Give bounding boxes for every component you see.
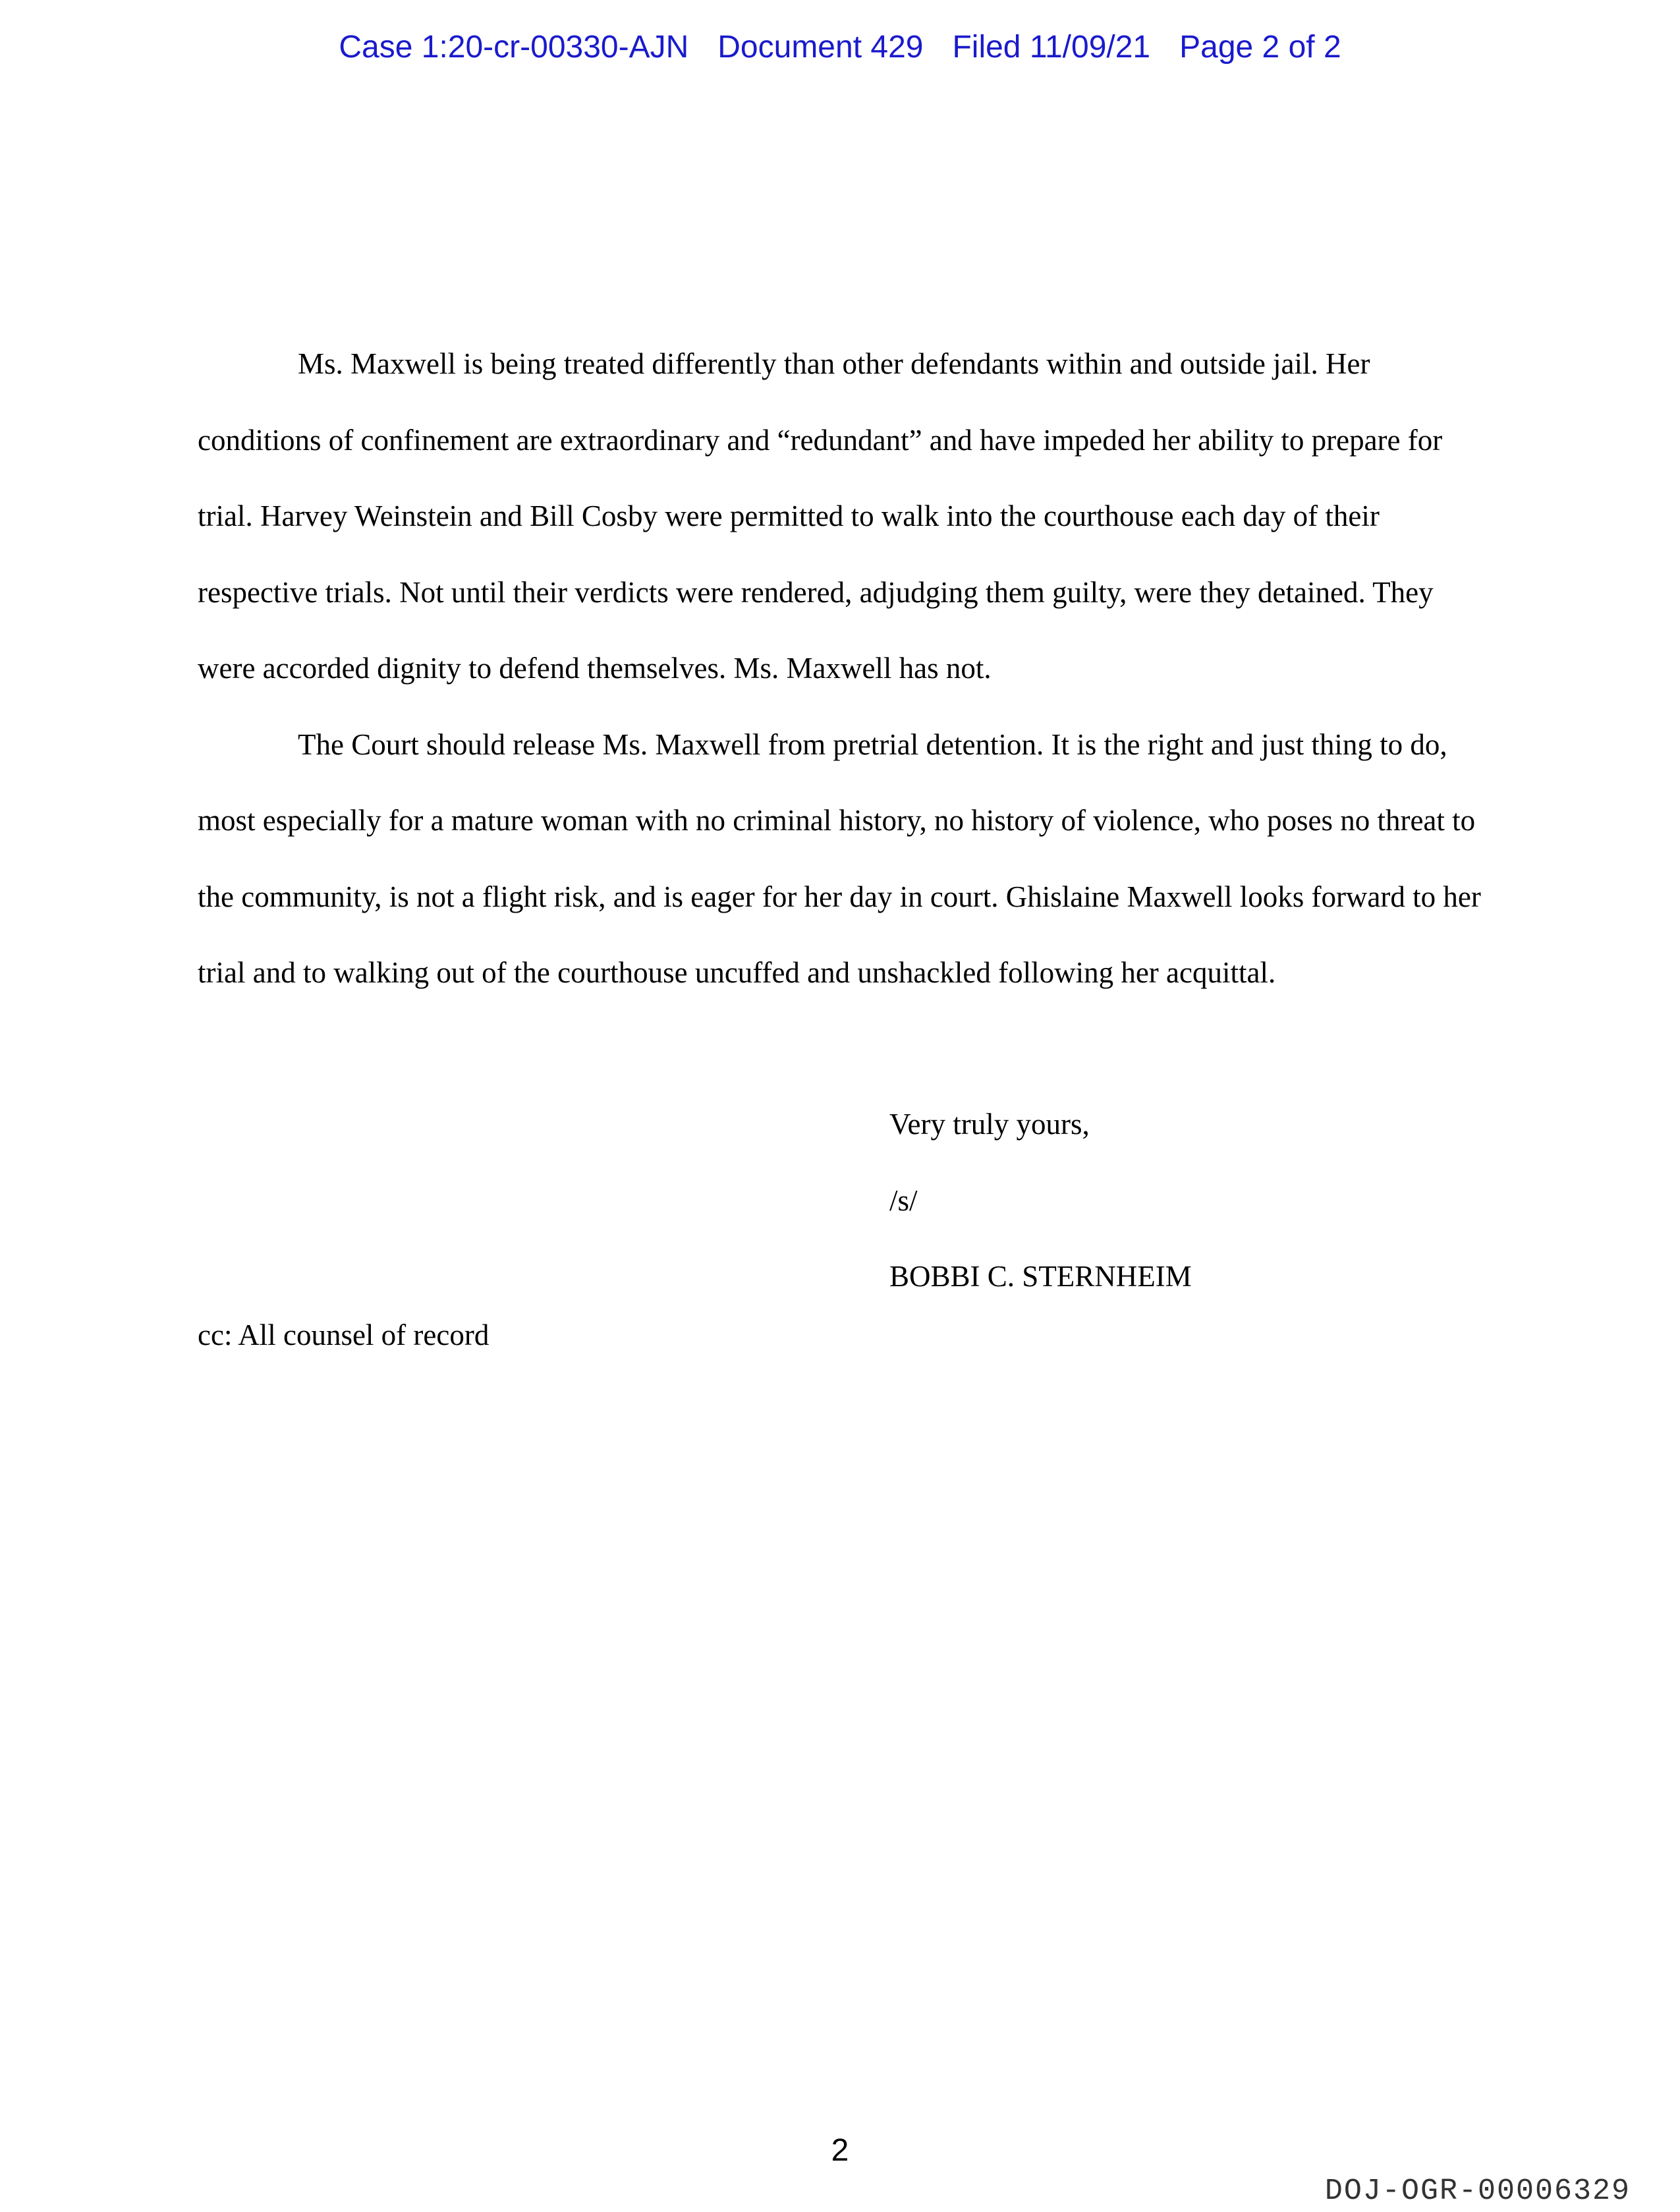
ecf-header xyxy=(0,29,1680,65)
valediction: Very truly yours, xyxy=(889,1108,1090,1141)
page-indicator: Page 2 of 2 xyxy=(1179,30,1341,65)
closing-block xyxy=(889,1087,1192,1315)
letter-body xyxy=(198,326,1489,1011)
cc-line: cc: All counsel of record xyxy=(198,1319,490,1351)
document-number: Document 429 xyxy=(717,30,924,65)
case-number: Case 1:20-cr-00330-AJN xyxy=(339,30,689,65)
paragraph-1: Ms. Maxwell is being treated differently than other defendants within and outside jail. Her conditions of confinement are extraordinary and “redundant” and have impeded her ability to prepare for trial. Harvey Weinstein and Bill Cosby were permitted to walk into the courthouse each day of their respective trials. Not until their verdicts were rendered, adjudging them guilty, were they detained. They were accorded dignity to defend themselves. Ms. Maxwell has not. xyxy=(198,347,1443,685)
paragraph-2: The Court should release Ms. Maxwell from pretrial detention. It is the right and just thing to do, most especially for a mature woman with no criminal history, no history of violence, who poses no threat to the community, is not a flight risk, and is eager for her day in court. Ghislaine Maxwell looks forward to her trial and to walking out of the courthouse uncuffed and unshackled following her acquittal. xyxy=(198,727,1481,989)
page-number: 2 xyxy=(831,2133,849,2168)
signature: /s/ xyxy=(889,1183,918,1217)
filed-date: Filed 11/09/21 xyxy=(952,30,1151,65)
signatory-name: BOBBI C. STERNHEIM xyxy=(889,1260,1192,1293)
bates-number: DOJ-OGR-00006329 xyxy=(1324,2174,1631,2208)
